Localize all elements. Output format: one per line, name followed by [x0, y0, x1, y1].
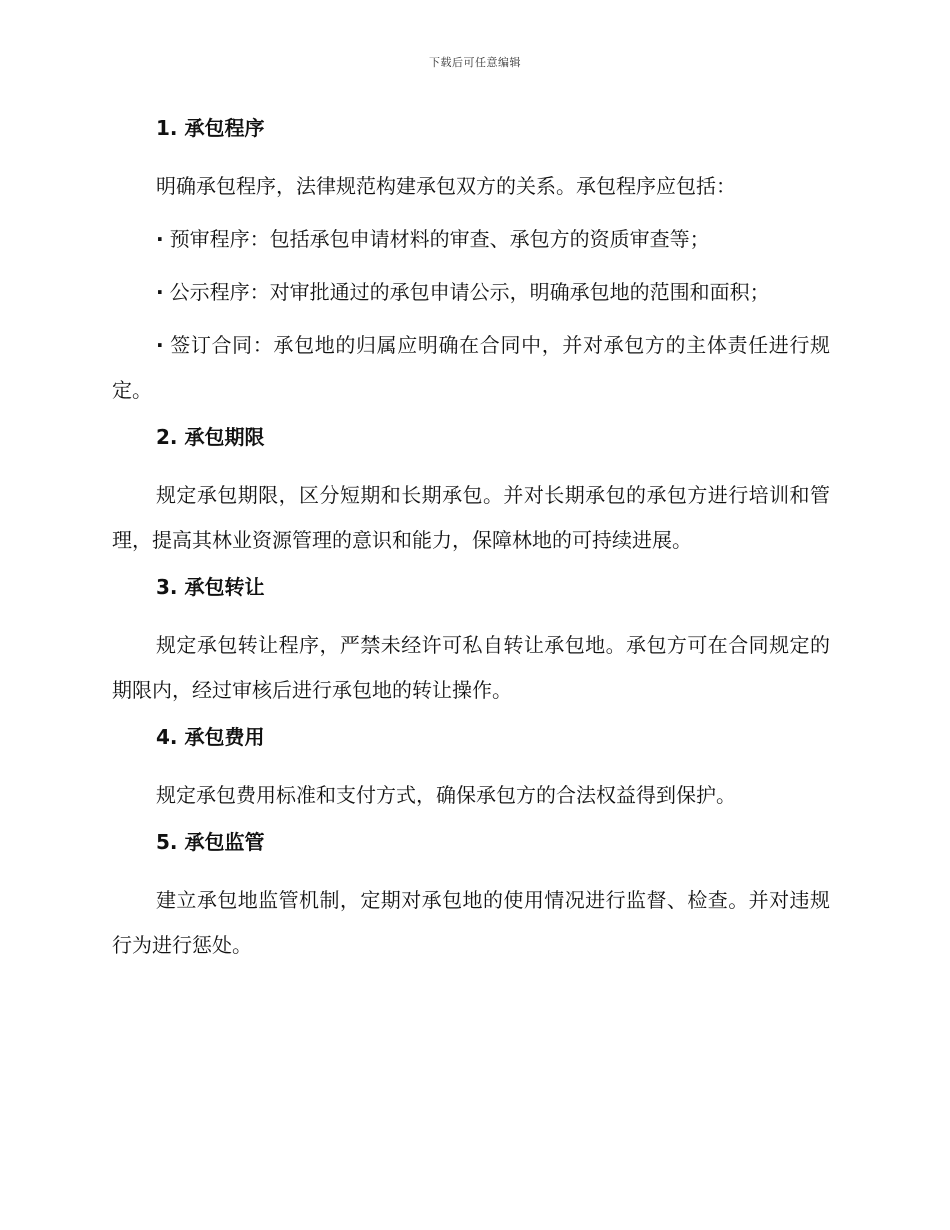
section-3-paragraph: 规定承包转让程序，严禁未经许可私自转让承包地。承包方可在合同规定的期限内，经过审核后进行承包地的转让操作。	[112, 633, 830, 702]
document-body	[112, 112, 830, 976]
section-5-paragraph: 建立承包地监管机制，定期对承包地的使用情况进行监督、检查。并对违规行为进行惩处。	[112, 888, 830, 957]
section-heading-3: 3. 承包转让	[156, 575, 265, 599]
section-heading-4: 4. 承包费用	[156, 725, 265, 749]
section-1-bullet-1: · 预审程序：包括承包申请材料的审查、承包方的资质审查等；	[112, 217, 830, 262]
section-1-bullet-3: · 签订合同：承包地的归属应明确在合同中，并对承包方的主体责任进行规定。	[112, 323, 830, 413]
section-1-paragraph: 明确承包程序，法律规范构建承包双方的关系。承包程序应包括：	[156, 174, 736, 198]
section-heading-5: 5. 承包监管	[156, 830, 265, 854]
section-1-bullet-2: · 公示程序：对审批通过的承包申请公示，明确承包地的范围和面积；	[112, 270, 830, 315]
section-heading-2: 2. 承包期限	[156, 425, 265, 449]
page-header: 下载后可任意编辑	[429, 56, 521, 69]
section-2-paragraph: 规定承包期限，区分短期和长期承包。并对长期承包的承包方进行培训和管理，提高其林业资源管理的意识和能力，保障林地的可持续进展。	[112, 483, 830, 552]
section-4-paragraph: 规定承包费用标准和支付方式，确保承包方的合法权益得到保护。	[156, 783, 736, 807]
section-heading-1: 1. 承包程序	[156, 116, 265, 140]
